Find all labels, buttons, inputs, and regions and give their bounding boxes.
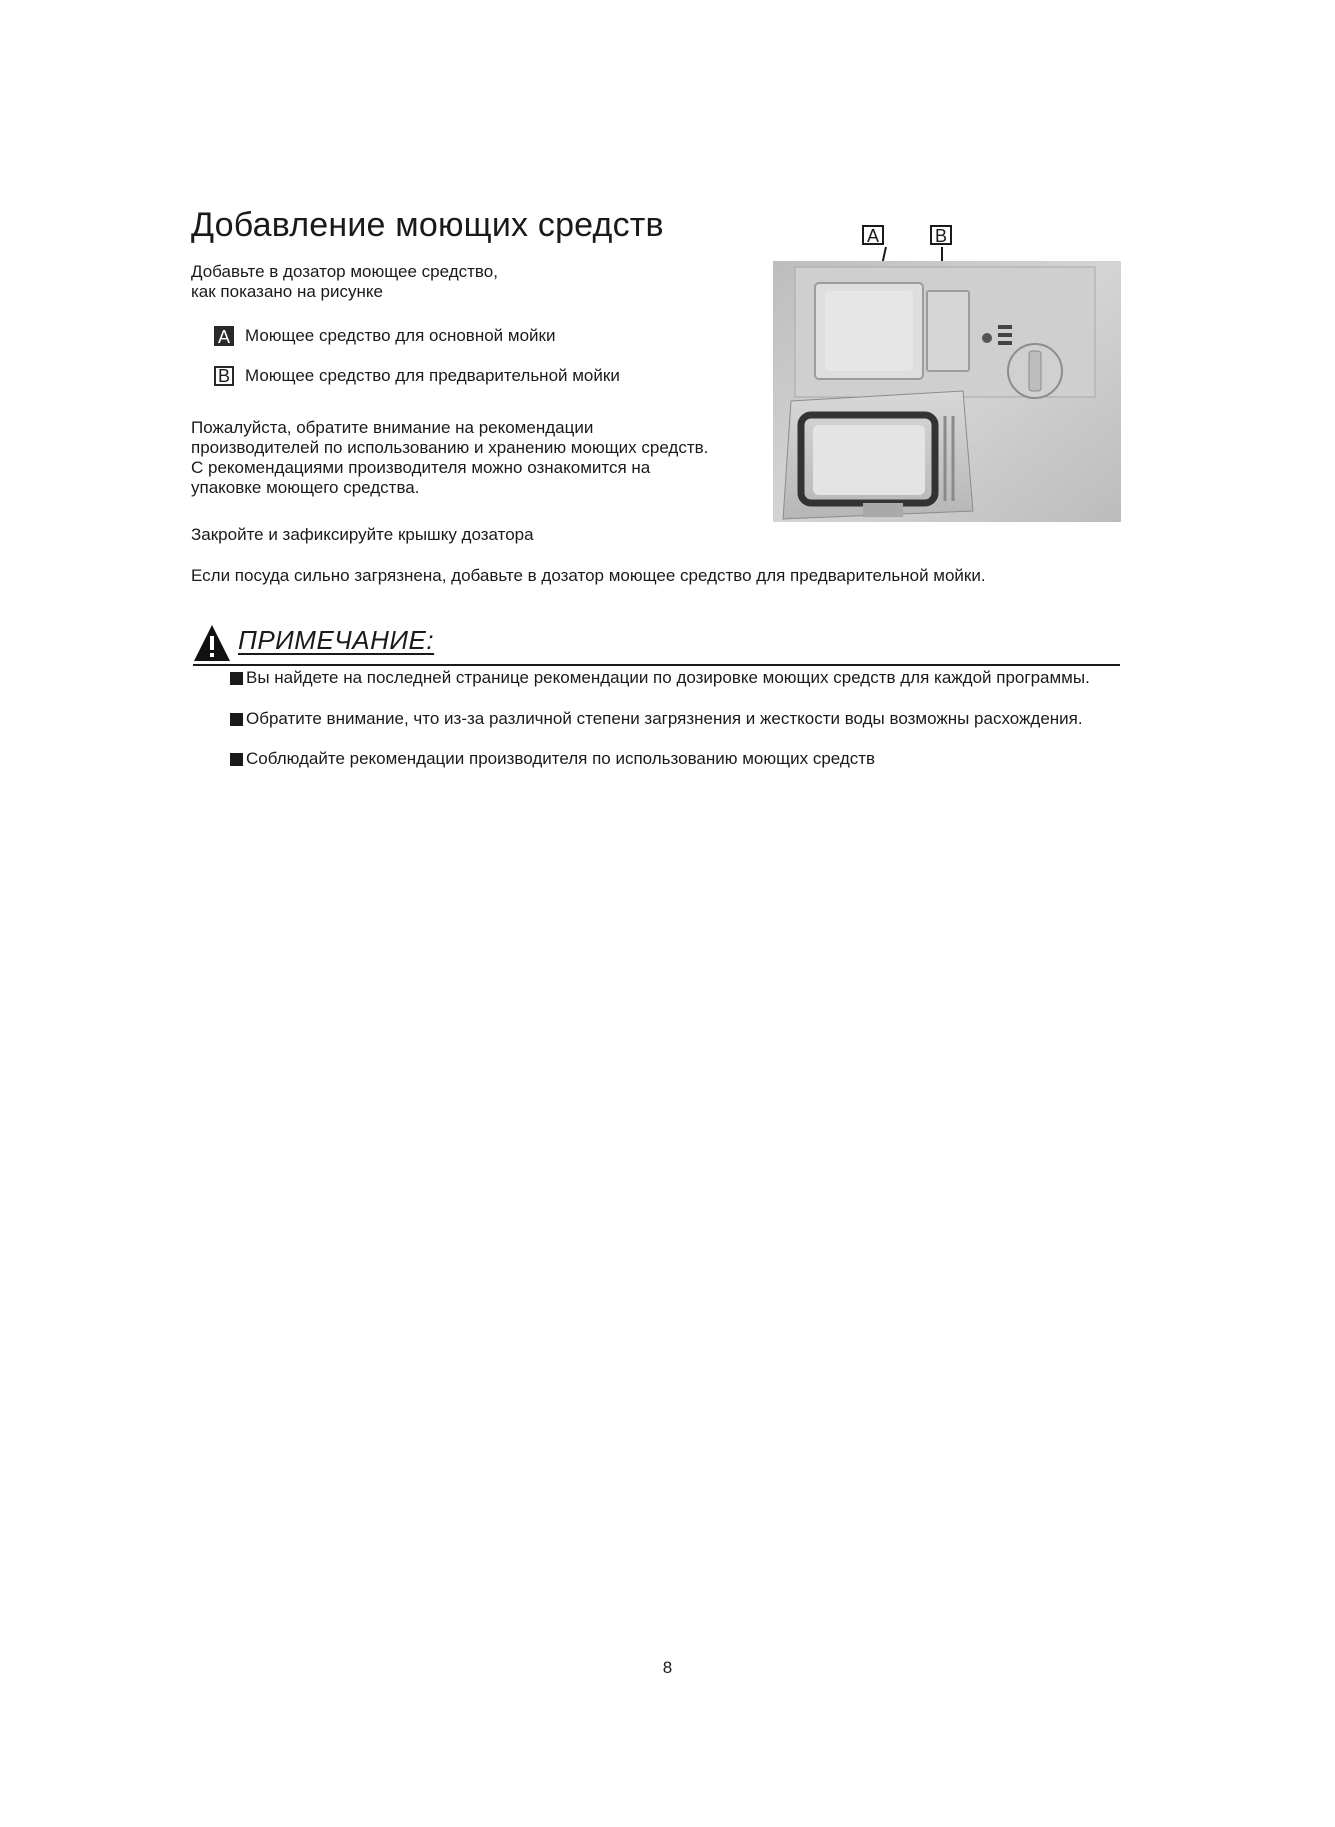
square-bullet-icon bbox=[230, 713, 243, 726]
note-item-text: Обратите внимание, что из-за различной степени загрязнения и жесткости воды возможны расхождения. bbox=[246, 709, 1083, 728]
note-heading bbox=[193, 622, 1120, 666]
dispenser-photo bbox=[773, 261, 1121, 522]
note-item-text: Вы найдете на последней странице рекомендации по дозировке моющих средств для каждой программы. bbox=[246, 668, 1090, 687]
note-item bbox=[230, 749, 875, 769]
advice-line-3: С рекомендациями производителя можно ознакомится на bbox=[191, 458, 651, 477]
advice-paragraph bbox=[191, 418, 708, 498]
heavy-dirt-text: Если посуда сильно загрязнена, добавьте в дозатор моющее средство для предварительной мойки. bbox=[191, 566, 986, 585]
close-lid-text: Закройте и зафиксируйте крышку дозатора bbox=[191, 525, 534, 544]
note-title: ПРИМЕЧАНИЕ: bbox=[238, 625, 435, 655]
square-bullet-icon bbox=[230, 672, 243, 685]
note-item bbox=[230, 668, 1090, 688]
intro-text bbox=[191, 262, 498, 302]
advice-line-4: упаковке моющего средства. bbox=[191, 478, 420, 497]
page-title: Добавление моющих средств bbox=[191, 206, 664, 244]
note-item-text: Соблюдайте рекомендации производителя по использованию моющих средств bbox=[246, 749, 876, 768]
legend-letter-b: B bbox=[214, 366, 234, 386]
photo-label-a: A bbox=[862, 225, 884, 245]
page-number: 8 bbox=[662, 1658, 673, 1677]
legend-text-b: Моющее средство для предварительной мойки bbox=[245, 366, 620, 385]
intro-line-1: Добавьте в дозатор моющее средство, bbox=[191, 262, 498, 281]
warning-triangle-icon bbox=[193, 624, 231, 662]
legend-item-a bbox=[214, 326, 555, 346]
legend-letter-a: A bbox=[214, 326, 234, 346]
square-bullet-icon bbox=[230, 753, 243, 766]
legend-item-b bbox=[214, 366, 620, 386]
note-item bbox=[230, 709, 1083, 729]
photo-label-b: B bbox=[930, 225, 952, 245]
advice-line-2: производителей по использованию и хранению моющих средств. bbox=[191, 438, 709, 457]
legend-text-a: Моющее средство для основной мойки bbox=[245, 326, 556, 345]
intro-line-2: как показано на рисунке bbox=[191, 282, 383, 301]
advice-line-1: Пожалуйста, обратите внимание на рекомендации bbox=[191, 418, 594, 437]
